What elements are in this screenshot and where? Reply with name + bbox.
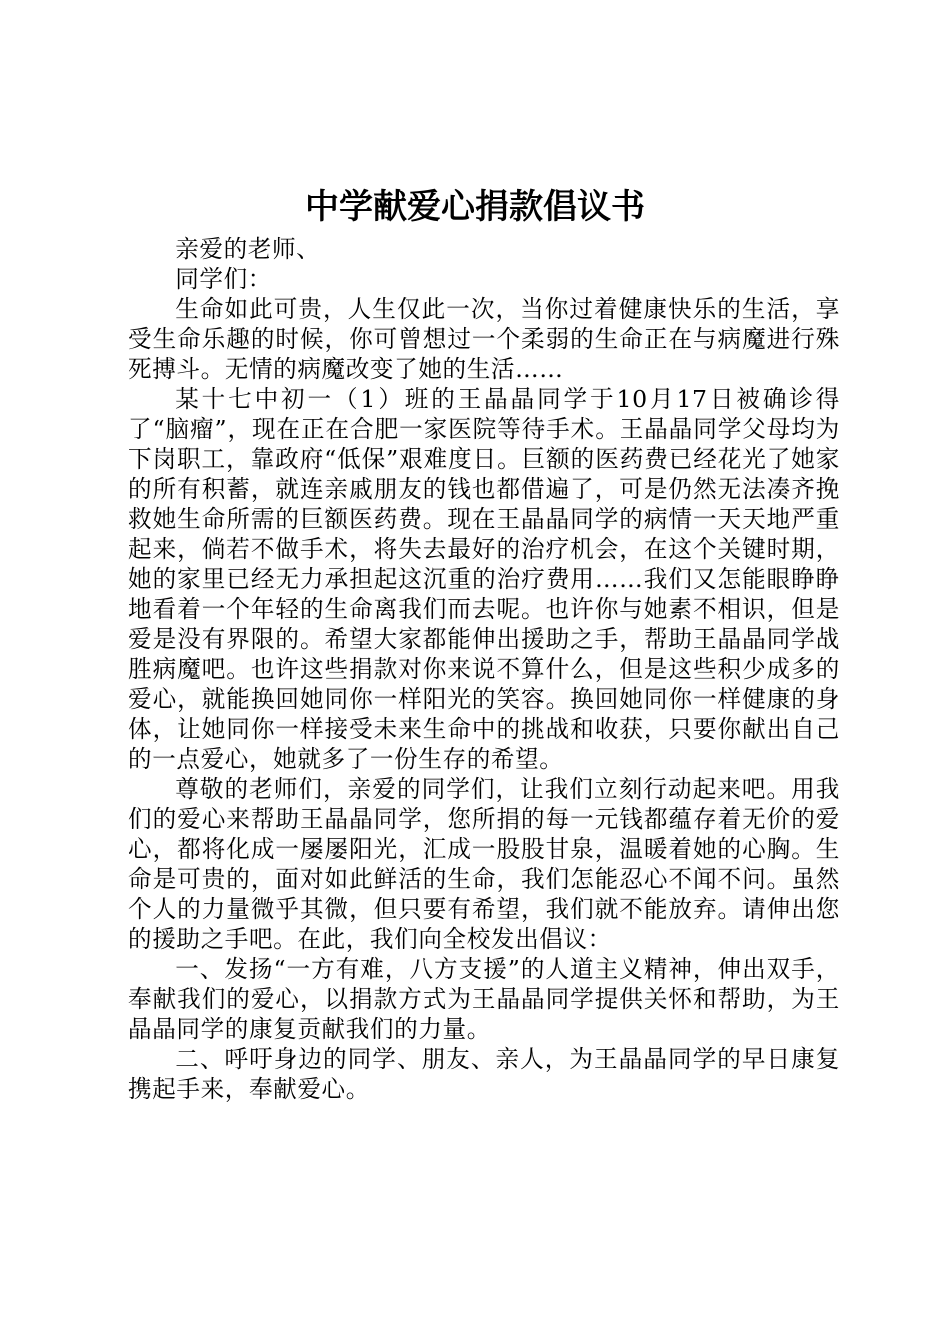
paragraph-story: 某十七中初一（1）班的王晶晶同学于10月17日被确诊得了“脑瘤”，现在正在合肥一家医院等待手术。王晶晶同学父母均为下岗职工，靠政府“低保”艰难度日。巨额的医药费已经花光了她家的所有积蓄，就连亲戚朋友的钱也都借遍了，可是仍然无法凑齐挽救她生命所需的巨额医药费。现在王晶晶同学的病情一天天地严重起来，倘若不做手术，将失去最好的治疗机会，在这个关键时期，她的家里已经无力承担起这沉重的治疗费用……我们又怎能眼睁睁地看着一个年轻的生命离我们而去呢。也许你与她素不相识，但是爱是没有界限的。希望大家都能伸出援助之手，帮助王晶晶同学战胜病魔吧。也许这些捐款对你来说不算什么，但是这些积少成多的爱心，就能换回她同你一样阳光的笑容。换回她同你一样健康的身体，让她同你一样接受未来生命中的挑战和收获，只要你献出自己的一点爱心，她就多了一份生存的希望。 bbox=[128, 385, 840, 773]
proposal-item-2: 二、呼吁身边的同学、朋友、亲人，为王晶晶同学的早日康复携起手来，奉献爱心。 bbox=[128, 1045, 840, 1103]
salutation-line-2: 同学们： bbox=[175, 265, 272, 293]
document-body bbox=[128, 234, 840, 1104]
paragraph-intro: 生命如此可贵，人生仅此一次，当你过着健康快乐的生活，享受生命乐趣的时候，你可曾想过一个柔弱的生命正在与病魔进行殊死搏斗。无情的病魔改变了她的生活…… bbox=[128, 295, 840, 383]
document-title: 中学献爱心捐款倡议书 bbox=[305, 187, 645, 227]
proposal-item-1: 一、发扬“一方有难，八方支援”的人道主义精神，伸出双手，奉献我们的爱心，以捐款方式为王晶晶同学提供关怀和帮助，为王晶晶同学的康复贡献我们的力量。 bbox=[128, 955, 840, 1043]
paragraph-appeal: 尊敬的老师们，亲爱的同学们，让我们立刻行动起来吧。用我们的爱心来帮助王晶晶同学，您所捐的每一元钱都蕴存着无价的爱心，都将化成一屡屡阳光，汇成一股股甘泉，温暖着她的心胸。生命是可贵的，面对如此鲜活的生命，我们怎能忍心不闻不问。虽然个人的力量微乎其微，但只要有希望，我们就不能放弃。请伸出您的援助之手吧。在此，我们向全校发出倡议： bbox=[128, 775, 840, 953]
salutation-line-1: 亲爱的老师、 bbox=[175, 235, 321, 263]
